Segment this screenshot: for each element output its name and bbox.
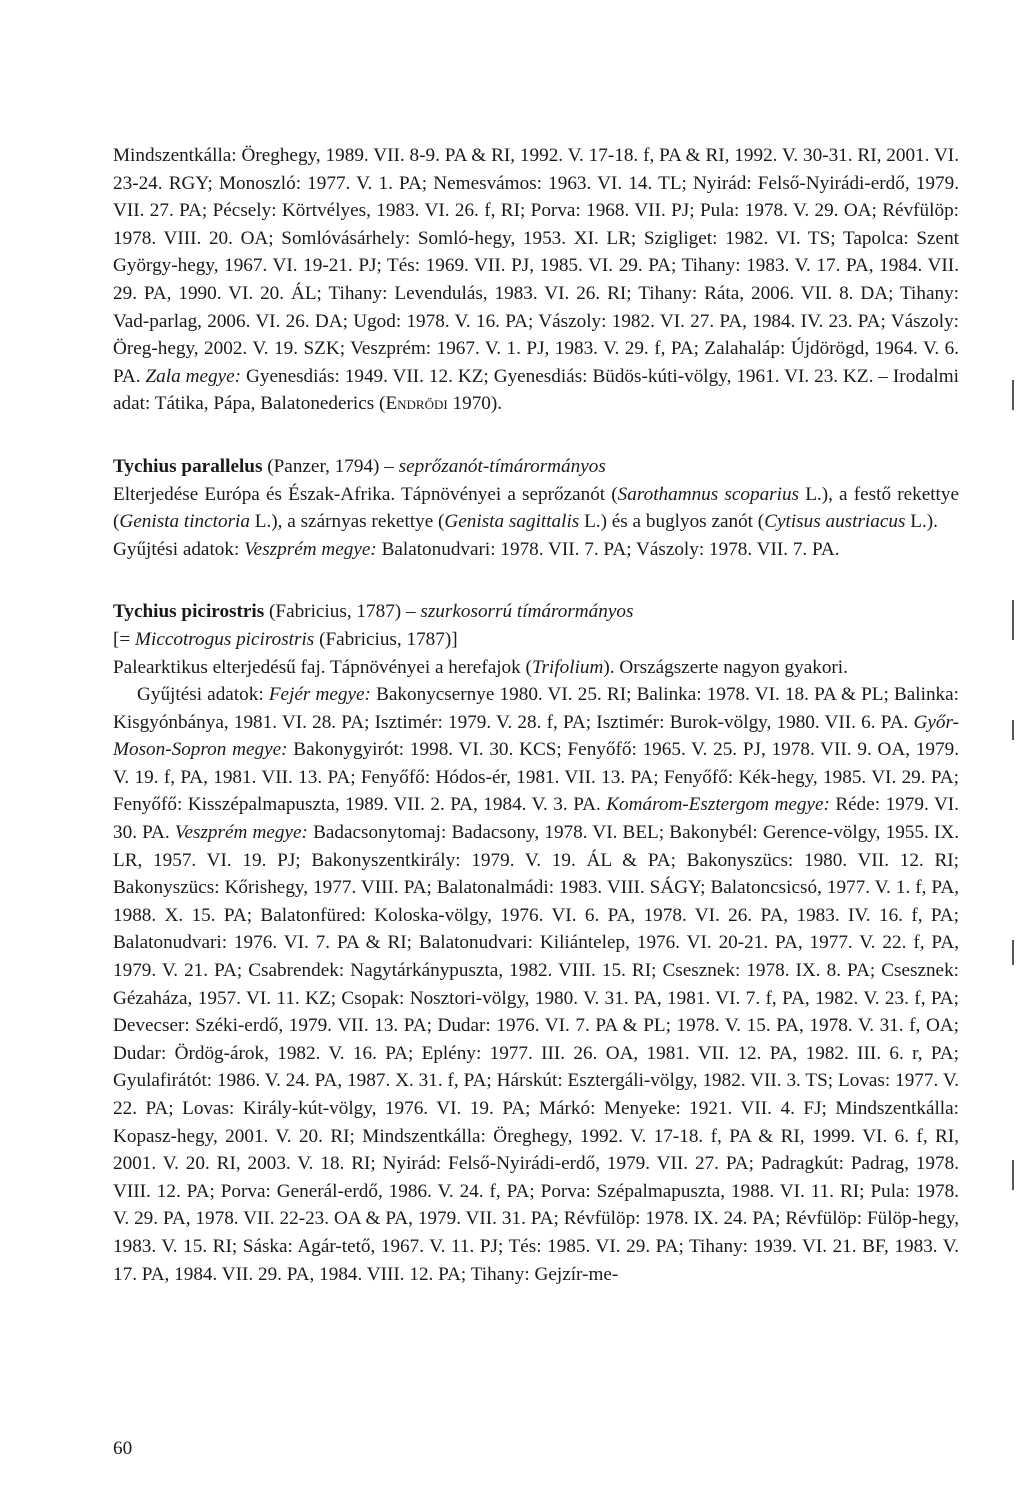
species-authority: (Fabricius, 1787) – bbox=[264, 601, 421, 623]
collection-records: Réde: 1979. VI. 30. PA. bbox=[113, 794, 959, 844]
scan-mark bbox=[1012, 380, 1014, 410]
species-common-name: szurkosorrú tímárormányos bbox=[420, 601, 634, 623]
scan-mark bbox=[1012, 600, 1014, 640]
section-gap bbox=[113, 418, 959, 453]
host-plant: Genista sagittalis bbox=[444, 511, 580, 533]
distribution-parallelus bbox=[113, 481, 959, 536]
distribution-text: L.). bbox=[905, 511, 938, 533]
collection-picirostris bbox=[113, 681, 959, 1288]
county-label-gyor: Győr-Moson-Sopron megye: bbox=[113, 711, 959, 761]
county-label-zala: Zala megye: bbox=[145, 365, 242, 387]
synonym-name: Miccotrogus picirostris bbox=[135, 628, 315, 650]
scan-mark bbox=[1012, 940, 1014, 965]
county-label-komarom: Komárom-Esztergom megye: bbox=[606, 794, 830, 816]
distribution-text: L.), a festő rekettye ( bbox=[113, 483, 959, 533]
zala-records: Gyenesdiás: 1949. VII. 12. KZ; Gyenesdiás: Büdös-kúti-völgy, 1961. VI. 23. KZ. – Irodalmi adat: Tátika, Pápa, Balatonederics ( bbox=[113, 365, 959, 415]
county-label-fejer: Fejér megye: bbox=[268, 684, 371, 706]
collection-records: Badacsonytomaj: Badacsony, 1978. VI. BEL; Bakonybél: Gerence-völgy, 1955. IX. LR, 1957. VI. 19. PJ; Bakonyszentkirály: 1979. V. 19. ÁL & PA; Bakonyszücs: 1980. VII. 12. RI; Bakonyszücs: Kőrishegy, 1977. VIII. PA; Balatonalmádi: 1983. VIII. SÁGY; Balatoncsicsó, 1977. V. 1. f, PA, 1988. X. 15. PA; Balatonfüred: Koloska-völgy, 1976. VI. 6. PA, 1978. VI. 26. PA, 1983. IV. 16. f, PA; Balatonudvari: 1976. VI. 7. PA & RI; Balatonudvari: Kiliántelep, 1976. VI. 20-21. PA, 1977. V. 22. f, PA, 1979. V. 21. PA; Csabrendek: Nagytárkánypuszta, 1982. VIII. 15. RI; Csesznek: 1978. IX. 8. PA; Csesznek: Gézaháza, 1957. VI. 11. KZ; Csopak: Nosztori-völgy, 1980. V. 31. PA, 1981. VI. 7. f, PA, 1982. V. 23. f, PA; Devecser: Széki-erdő, 1979. VII. 13. PA; Dudar: 1976. VI. 7. PA & PL; 1978. V. 15. PA, 1978. V. 31. f, OA; Dudar: Ördög-árok, 1982. V. 16. PA; Eplény: 1977. III. 26. OA, 1981. VII. 12. PA, 1982. III. 6. r, PA; Gyulafirátót: 1986. V. 24. PA, 1987. X. 31. f, PA; Hárskút: Esztergáli-völgy, 1982. VII. 3. TS; Lovas: 1977. V. 22. PA; Lovas: Király-kút-völgy, 1976. VI. 19. PA; Márkó: Menyeke: 1921. VII. 4. FJ; Mindszentkálla: Kopasz-hegy, 2001. V. 20. RI; Mindszentkálla: Öreghegy, 1992. V. 17-18. f, PA & RI, 1999. VI. 6. f, RI, 2001. V. 20. RI, 2003. V. 18. RI; Nyirád: Felső-Nyirádi-erdő, 1979. VII. 27. PA; Padragkút: Padrag, 1978. VIII. 12. PA; Porva: Generál-erdő, 1986. V. 24. f, PA; Porva: Szépalmapuszta, 1988. VI. 11. RI; Pula: 1978. V. 29. PA, 1978. VII. 22-23. OA & PA, 1979. VII. 31. PA; Révfülöp: 1978. IX. 24. PA; Révfülöp: Fülöp-hegy, 1983. V. 15. RI; Sáska: Agár-tető, 1967. V. 11. PJ; Tés: 1985. VI. 29. PA; Tihany: 1939. VI. 21. BF, 1983. V. 17. PA, 1984. VII. 29. PA, 1984. VIII. 12. PA; Tihany: Gejzír-me- bbox=[113, 822, 959, 1285]
host-plant: Trifolium bbox=[531, 656, 604, 678]
collection-label: Gyűjtési adatok: bbox=[113, 538, 245, 560]
paragraph-top bbox=[113, 142, 959, 418]
distribution-picirostris bbox=[113, 654, 959, 682]
species-common-name: seprőzanót-tímárormányos bbox=[398, 455, 606, 477]
scan-edge-marks bbox=[1008, 380, 1018, 1380]
synonym-bracket: [= bbox=[113, 628, 136, 650]
species-authority: (Panzer, 1794) – bbox=[262, 455, 399, 477]
section-gap bbox=[113, 563, 959, 598]
distribution-text: Palearktikus elterjedésű faj. Tápnövényei a herefajok ( bbox=[113, 656, 532, 678]
distribution-text: Elterjedése Európa és Észak-Afrika. Tápnövényei a seprőzanót ( bbox=[113, 483, 618, 505]
species-name: Tychius picirostris bbox=[113, 601, 265, 623]
host-plant: Sarothamnus scoparius bbox=[617, 483, 800, 505]
collection-records: Bakonygyirót: 1998. VI. 30. KCS; Fenyőfő: 1965. V. 25. PJ, 1978. VII. 9. OA, 1979. V. 19. f, PA, 1981. VII. 13. PA; Fenyőfő: Hódos-ér, 1981. VII. 13. PA; Fenyőfő: Kék-hegy, 1985. VI. 29. PA; Fenyőfő: Kisszépalmapuszta, 1989. VII. 2. PA, 1984. V. 3. PA. bbox=[113, 739, 960, 816]
species-heading-picirostris bbox=[113, 598, 959, 626]
zala-records-end: 1970). bbox=[447, 393, 503, 415]
synonym-authority: (Fabricius, 1787)] bbox=[314, 628, 458, 650]
distribution-text: ). Országszerte nagyon gyakori. bbox=[603, 656, 848, 678]
collection-records: Bakonycsernye 1980. VI. 25. RI; Balinka: 1978. VI. 18. PA & PL; Balinka: Kisgyónbánya, 1981. VI. 28. PA; Isztimér: 1979. V. 28. f, PA; Isztimér: Burok-völgy, 1980. VII. 6. PA. bbox=[113, 684, 959, 733]
page-number: 60 bbox=[113, 1438, 133, 1459]
synonym-line bbox=[113, 626, 959, 654]
distribution-text: L.) és a buglyos zanót ( bbox=[579, 511, 765, 533]
species-name: Tychius parallelus bbox=[113, 455, 263, 477]
county-label-veszprem: Veszprém megye: bbox=[244, 538, 377, 560]
host-plant: Cytisus austriacus bbox=[764, 511, 906, 533]
scan-mark bbox=[1012, 720, 1014, 740]
county-label-veszprem: Veszprém megye: bbox=[174, 822, 308, 844]
collection-label: Gyűjtési adatok: bbox=[137, 684, 269, 706]
author-endrodi: Endrődi bbox=[385, 393, 448, 415]
scan-mark bbox=[1012, 1160, 1014, 1190]
collection-parallelus bbox=[113, 536, 959, 564]
host-plant: Genista tinctoria bbox=[119, 511, 250, 533]
distribution-text: L.), a szárnyas rekettye ( bbox=[249, 511, 445, 533]
species-heading-parallelus bbox=[113, 453, 959, 481]
page-body bbox=[113, 142, 959, 1288]
collection-records: Balatonudvari: 1978. VII. 7. PA; Vászoly: 1978. VII. 7. PA. bbox=[376, 538, 840, 560]
locality-records: Mindszentkálla: Öreghegy, 1989. VII. 8-9. PA & RI, 1992. V. 17-18. f, PA & RI, 1992. V. 30-31. RI, 2001. VI. 23-24. RGY; Monoszló: 1977. V. 1. PA; Nemesvámos: 1963. VI. 14. TL; Nyirád: Felső-Nyirádi-erdő, 1979. VII. 27. PA; Pécsely: Körtvélyes, 1983. VI. 26. f, RI; Porva: 1968. VII. PJ; Pula: 1978. V. 29. OA; Révfülöp: 1978. VIII. 20. OA; Somlóvásárhely: Somló-hegy, 1953. XI. LR; Szigliget: 1982. VI. TS; Tapolca: Szent György-hegy, 1967. VI. 19-21. PJ; Tés: 1969. VII. PJ, 1985. VI. 29. PA; Tihany: 1983. V. 17. PA, 1984. VII. 29. PA, 1990. VI. 20. ÁL; Tihany: Levendulás, 1983. VI. 26. RI; Tihany: Ráta, 2006. VII. 8. DA; Tihany: Vad-parlag, 2006. VI. 26. DA; Ugod: 1978. V. 16. PA; Vászoly: 1982. VI. 27. PA, 1984. IV. 23. PA; Vászoly: Öreg-hegy, 2002. V. 19. SZK; Veszprém: 1967. V. 1. PJ, 1983. V. 29. f, PA; Zalahaláp: Újdörögd, 1964. V. 6. PA. bbox=[113, 145, 959, 387]
